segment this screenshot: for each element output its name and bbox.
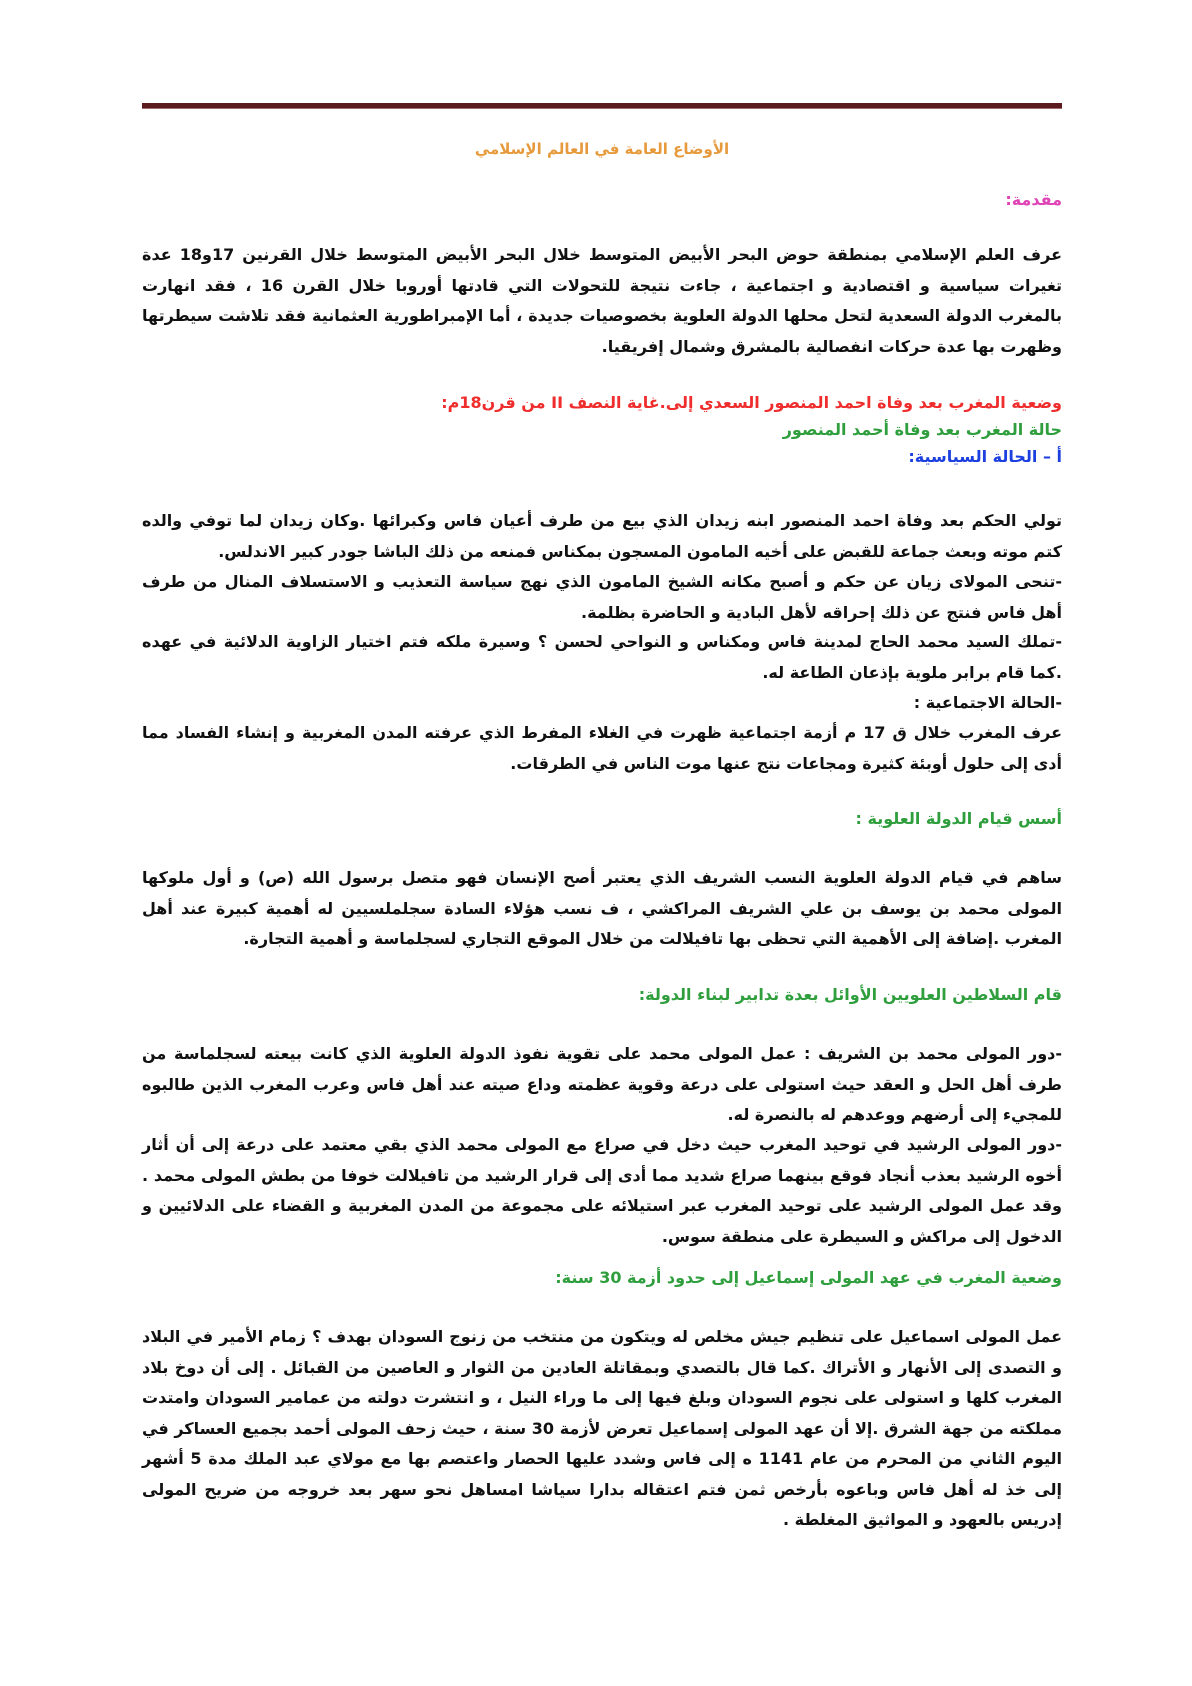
section3-heading: قام السلاطين العلويين الأوائل بعدة تدابير لبناء الدولة: <box>638 985 1062 1004</box>
section1-sub-a: أ – الحالة السياسية: <box>908 447 1062 466</box>
social-heading: -الحالة الاجتماعية : <box>913 693 1062 712</box>
section4-paragraph: عمل المولى اسماعيل على تنظيم جيش مخلص له ويتكون من منتخب من زنوج السودان بهدف ؟ زمام الأمير في البلاد و التصدى إلى الأنهار و الأتراك .كما قال بالتصدي وبمقاتلة العادين من الثوار و العاصين من القبائل . إلى أن دوخ بلاد المغرب كلها و استولى على نجوم السودان وبلغ فيها إلى ما وراء النيل ، و انتشرت دولته من عمامير السودان وامتدت مملكته من جهة الشرق .إلا أن عهد المولى إسماعيل تعرض لأزمة 30 سنة ، حيث زحف المولى أحمد بجميع العساكر في اليوم الثاني من المحرم من عام 1141 ه إلى فاس وشدد عليها الحصار واعتصم بها مع مولاي عبد الملك مدة 5 أشهر إلى خذ له أهل فاس وباعوه بأرخص ثمن فتم اعتقاله بدارا سياشا امساهل نحو سهر بعد خروجه من ضريح المولى إدريس بالعهود و المواثيق المغلطة . <box>142 1327 1062 1529</box>
top-rule <box>142 103 1062 109</box>
section1-paragraph-4: عرف المغرب خلال ق 17 م أزمة اجتماعية ظهرت في الغلاء المفرط الذي عرفته المدن المغربية و إنشاء الفساد مما أدى إلى حلول أوبئة كثيرة ومجاعات نتج عنها موت الناس في الطرقات. <box>142 723 1063 773</box>
section1-paragraph-3: -تملك السيد محمد الحاج لمدينة فاس ومكناس و النواحي لحسن ؟ وسيرة ملكه فتم اختيار الزاوية الدلائية في عهده .كما قام برابر ملوية بإذعان الطاعة له. <box>142 632 1062 682</box>
intro-heading: مقدمة: <box>1005 190 1062 209</box>
page-title: الأوضاع العامة في العالم الإسلامي <box>474 140 730 158</box>
intro-paragraph: عرف العلم الإسلامي بمنطقة حوض البحر الأبيض المتوسط خلال البحر الأبيض المتوسط خلال القرنين 17و18 عدة تغيرات سياسية و اقتصادية و اجتماعية ، جاءت نتيجة للتحولات التي قادتها أوروبا خلال القرن 16 ، فقد انهارت بالمغرب الدولة السعدية لتحل محلها الدولة العلوية بخصوصيات جديدة ، أما الإمبراطورية العثمانية فقد تلاشت سيطرتها وظهرت بها عدة حركات انفصالية بالمشرق وشمال إفريقيا. <box>142 245 1063 356</box>
section1-paragraph-2: -تنحى المولاى زيان عن حكم و أصبح مكانه الشيخ المامون الذي نهج سياسة التعذيب و الاستسلاف المنال من طرف أهل فاس فنتج عن ذلك إحراقه لأهل البادية و الحاضرة بظلمة. <box>142 572 1062 622</box>
section1-paragraph-1: تولي الحكم بعد وفاة احمد المنصور ابنه زيدان الذي بيع من طرف أعيان فاس وكبرائها .وكان زيدان لما توفي والده كتم موته وبعث جماعة للقبض على أخيه المامون المسجون بمكناس فمنعه من ذلك الباشا جودر كبير الاندلس. <box>142 511 1062 561</box>
section1-heading: وضعية المغرب بعد وفاة احمد المنصور السعدي إلى.غاية النصف II من قرن18م: <box>441 393 1062 412</box>
section4-heading: وضعية المغرب في عهد المولى إسماعيل إلى حدود أزمة 30 سنة: <box>555 1268 1062 1287</box>
section2-heading: أسس قيام الدولة العلوية : <box>855 809 1062 828</box>
section1-subheading: حالة المغرب بعد وفاة أحمد المنصور <box>782 420 1062 439</box>
section3-paragraph-1: -دور المولى محمد بن الشريف : عمل المولى محمد على تقوية نفوذ الدولة العلوية الذي كانت بيعته لسجلماسة من طرف أهل الحل و العقد حيث استولى على درعة وقوية عظمته وداع صيته عند أهل فاس وعرب المغرب الذين طالبوه للمجيء إلى أرضهم ووعدهم له بالنصرة له. <box>142 1044 1062 1124</box>
section3-paragraph-2: -دور المولى الرشيد في توحيد المغرب حيث دخل في صراع مع المولى محمد الذي بقي معتمد على درعة إلى أن أثار أخوه الرشيد بعذب أنجاد فوقع بينهما صراع شديد مما أدى إلى قرار الرشيد من تافيلالت خوفا من بطش المولى محمد . وقد عمل المولى الرشيد على توحيد المغرب عبر استيلائه على مجموعة من المدن المغربية و القضاء على الدلائيين و الدخول إلى مراكش و السيطرة على منطقة سوس. <box>142 1135 1062 1246</box>
section2-paragraph: ساهم في قيام الدولة العلوية النسب الشريف الذي يعتبر أصح الإنسان فهو متصل برسول الله (ص) و أول ملوكها المولى محمد بن يوسف بن علي الشريف المراكشي ، ف نسب هؤلاء السادة سجلملسيين له أهمية كبيرة عند أهل المغرب .إضافة إلى الأهمية التي تحظى بها تافيلالت من خلال الموقع التجاري لسجلماسة و أهمية التجارة. <box>142 868 1062 948</box>
